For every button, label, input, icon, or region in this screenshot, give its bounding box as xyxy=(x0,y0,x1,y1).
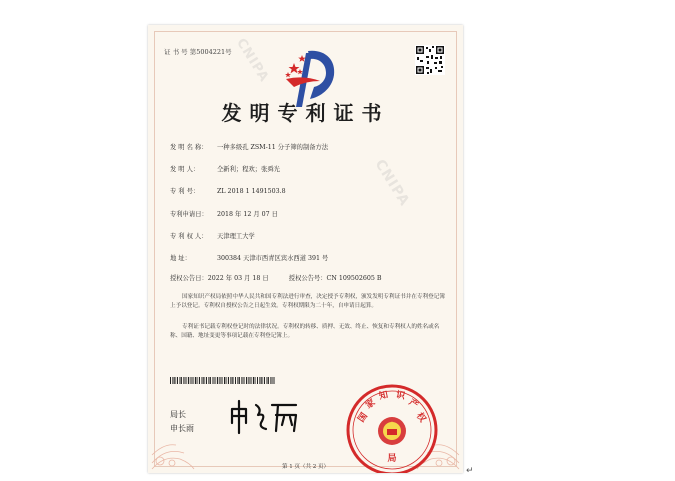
field-label: 地 址： xyxy=(170,255,191,262)
page-footer: 第 1 页（共 2 页） xyxy=(282,464,329,470)
field-patent-number xyxy=(170,186,286,195)
grant-number-label: 授权公告号： xyxy=(288,275,327,282)
field-inventors xyxy=(170,164,280,173)
watermark-cnipa: CNIPA xyxy=(233,35,272,86)
certificate-paragraph-2: 专利证书记载专利权登记时的法律状况。专利权的转移、质押、无效、终止、恢复和专利权人的姓名或名称、国籍、地址变更等事项记载在专利登记簿上。 xyxy=(170,324,440,339)
field-invention-name xyxy=(170,142,328,151)
field-patentee xyxy=(170,231,255,240)
field-application-date xyxy=(170,209,278,218)
field-value: 一种多级孔 ZSM-11 分子筛的制备方法 xyxy=(217,144,329,151)
field-value: 2018 年 12 月 07 日 xyxy=(217,211,278,218)
certificate-title: 发明专利证书 xyxy=(221,101,390,125)
field-value: 仝新利；程欢；张舜光 xyxy=(217,166,280,173)
svg-text:局: 局 xyxy=(387,454,397,464)
field-value: ZL 2018 1 1491503.8 xyxy=(217,188,286,195)
grant-date: 2022 年 03 月 18 日 xyxy=(207,275,269,282)
certificate-paragraph-1: 国家知识产权局依照中华人民共和国专利法进行审查，决定授予专利权，颁发发明专利证书并在专利登记簿上予以登记。专利权自授权公告之日起生效。专利权期限为二十年，自申请日起算。 xyxy=(170,294,445,309)
watermark-cnipa: CNIPA xyxy=(371,156,413,210)
director-name: 申长雨 xyxy=(170,424,194,433)
grant-number: CN 109502605 B xyxy=(326,275,382,282)
director-signature xyxy=(228,397,306,437)
field-label: 专 利 号： xyxy=(170,188,200,195)
patent-certificate xyxy=(148,25,463,473)
svg-text:识: 识 xyxy=(394,390,406,402)
return-mark-icon: ↵ xyxy=(466,466,474,476)
barcode-icon xyxy=(170,377,275,384)
official-seal xyxy=(345,383,439,473)
grant-date-label: 授权公告日： xyxy=(170,275,208,282)
field-label: 发 明 名 称： xyxy=(170,144,208,151)
field-value: 天津理工大学 xyxy=(217,233,255,240)
svg-text:知: 知 xyxy=(378,390,390,402)
field-grant-info xyxy=(170,273,382,282)
field-address xyxy=(170,253,328,262)
field-label: 专 利 权 人： xyxy=(170,233,208,240)
svg-text:产: 产 xyxy=(406,397,420,412)
director-label: 局长 xyxy=(170,410,186,419)
qr-code-icon xyxy=(415,45,445,75)
field-value: 300384 天津市西青区宾水西道 391 号 xyxy=(217,255,329,262)
svg-text:权: 权 xyxy=(413,411,428,425)
certificate-number: 证 书 号 第5004221号 xyxy=(164,48,232,56)
field-label: 专利申请日： xyxy=(170,211,208,218)
svg-text:家: 家 xyxy=(364,397,378,412)
field-label: 发 明 人： xyxy=(170,166,200,173)
svg-text:国: 国 xyxy=(356,411,371,425)
